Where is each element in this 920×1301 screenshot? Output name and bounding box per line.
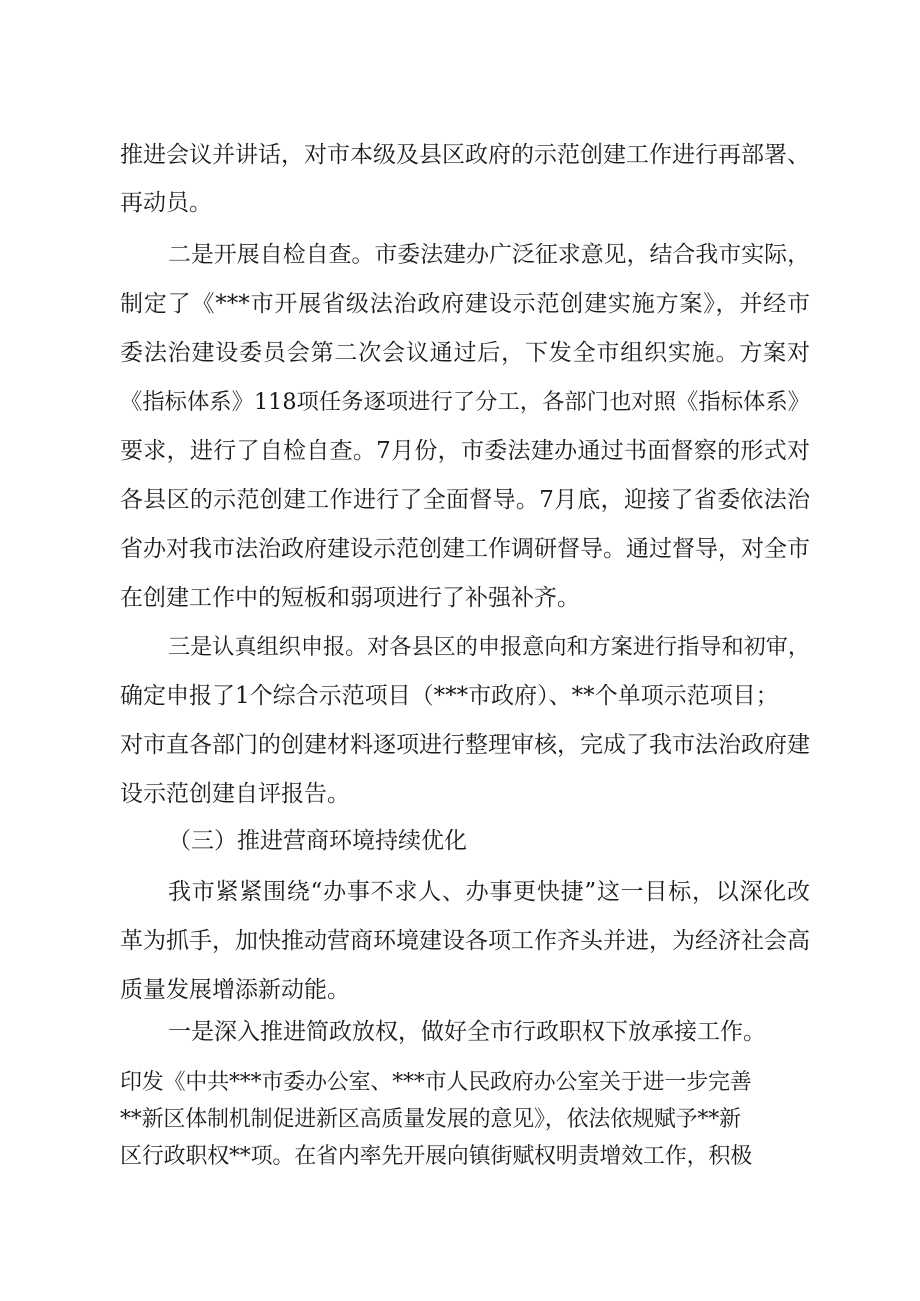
text-line: 委法治建设委员会第二次会议通过后，下发全市组织实施。方案对	[120, 340, 810, 366]
text-line: 我市紧紧围绕“办事不求人、办事更快捷”这一目标，以深化改	[168, 879, 810, 905]
text-line: 《指标体系》118项任务逐项进行了分工，各部门也对照《指标体系》	[120, 389, 810, 415]
text-line: 对市直各部门的创建材料逐项进行整理审核，完成了我市法治政府建	[120, 732, 810, 758]
text-line: 各县区的示范创建工作进行了全面督导。7月底，迎接了省委依法治	[120, 487, 810, 513]
text-line: 要求，进行了自检自查。7月份，市委法建办通过书面督察的形式对	[120, 438, 810, 464]
text-line: 印发《中共***市委办公室、***市人民政府办公室关于进一步完善	[120, 1070, 752, 1095]
text-line: 再动员。	[120, 190, 212, 216]
text-line: 推进会议并讲话，对市本级及县区政府的示范创建工作进行再部署、	[120, 142, 810, 168]
text-line: 三是认真组织申报。对各县区的申报意向和方案进行指导和初审，	[168, 634, 810, 660]
text-line: 省办对我市法治政府建设示范创建工作调研督导。通过督导，对全市	[120, 536, 810, 562]
section-heading: （三）推进营商环境持续优化	[168, 828, 467, 854]
text-line: 确定申报了1个综合示范项目（***市政府）、**个单项示范项目；	[120, 683, 779, 709]
text-line: 区行政职权**项。在省内率先开展向镇街赋权明责增效工作，积极	[120, 1144, 753, 1169]
text-line: 二是开展自检自查。市委法建办广泛征求意见，结合我市实际，	[168, 242, 810, 268]
text-line: **新区体制机制促进新区高质量发展的意见》，依法依规赋予**新	[120, 1107, 741, 1132]
text-line: 革为抓手，加快推动营商环境建设各项工作齐头并进，为经济社会高	[120, 928, 810, 954]
text-line: 质量发展增添新动能。	[120, 977, 350, 1003]
text-line: 制定了《***市开展省级法治政府建设示范创建实施方案》，并经市	[120, 291, 810, 317]
text-line: 一是深入推进简政放权，做好全市行政职权下放承接工作。	[168, 1019, 766, 1045]
text-line: 设示范创建自评报告。	[120, 781, 350, 807]
text-line: 在创建工作中的短板和弱项进行了补强补齐。	[120, 585, 580, 611]
